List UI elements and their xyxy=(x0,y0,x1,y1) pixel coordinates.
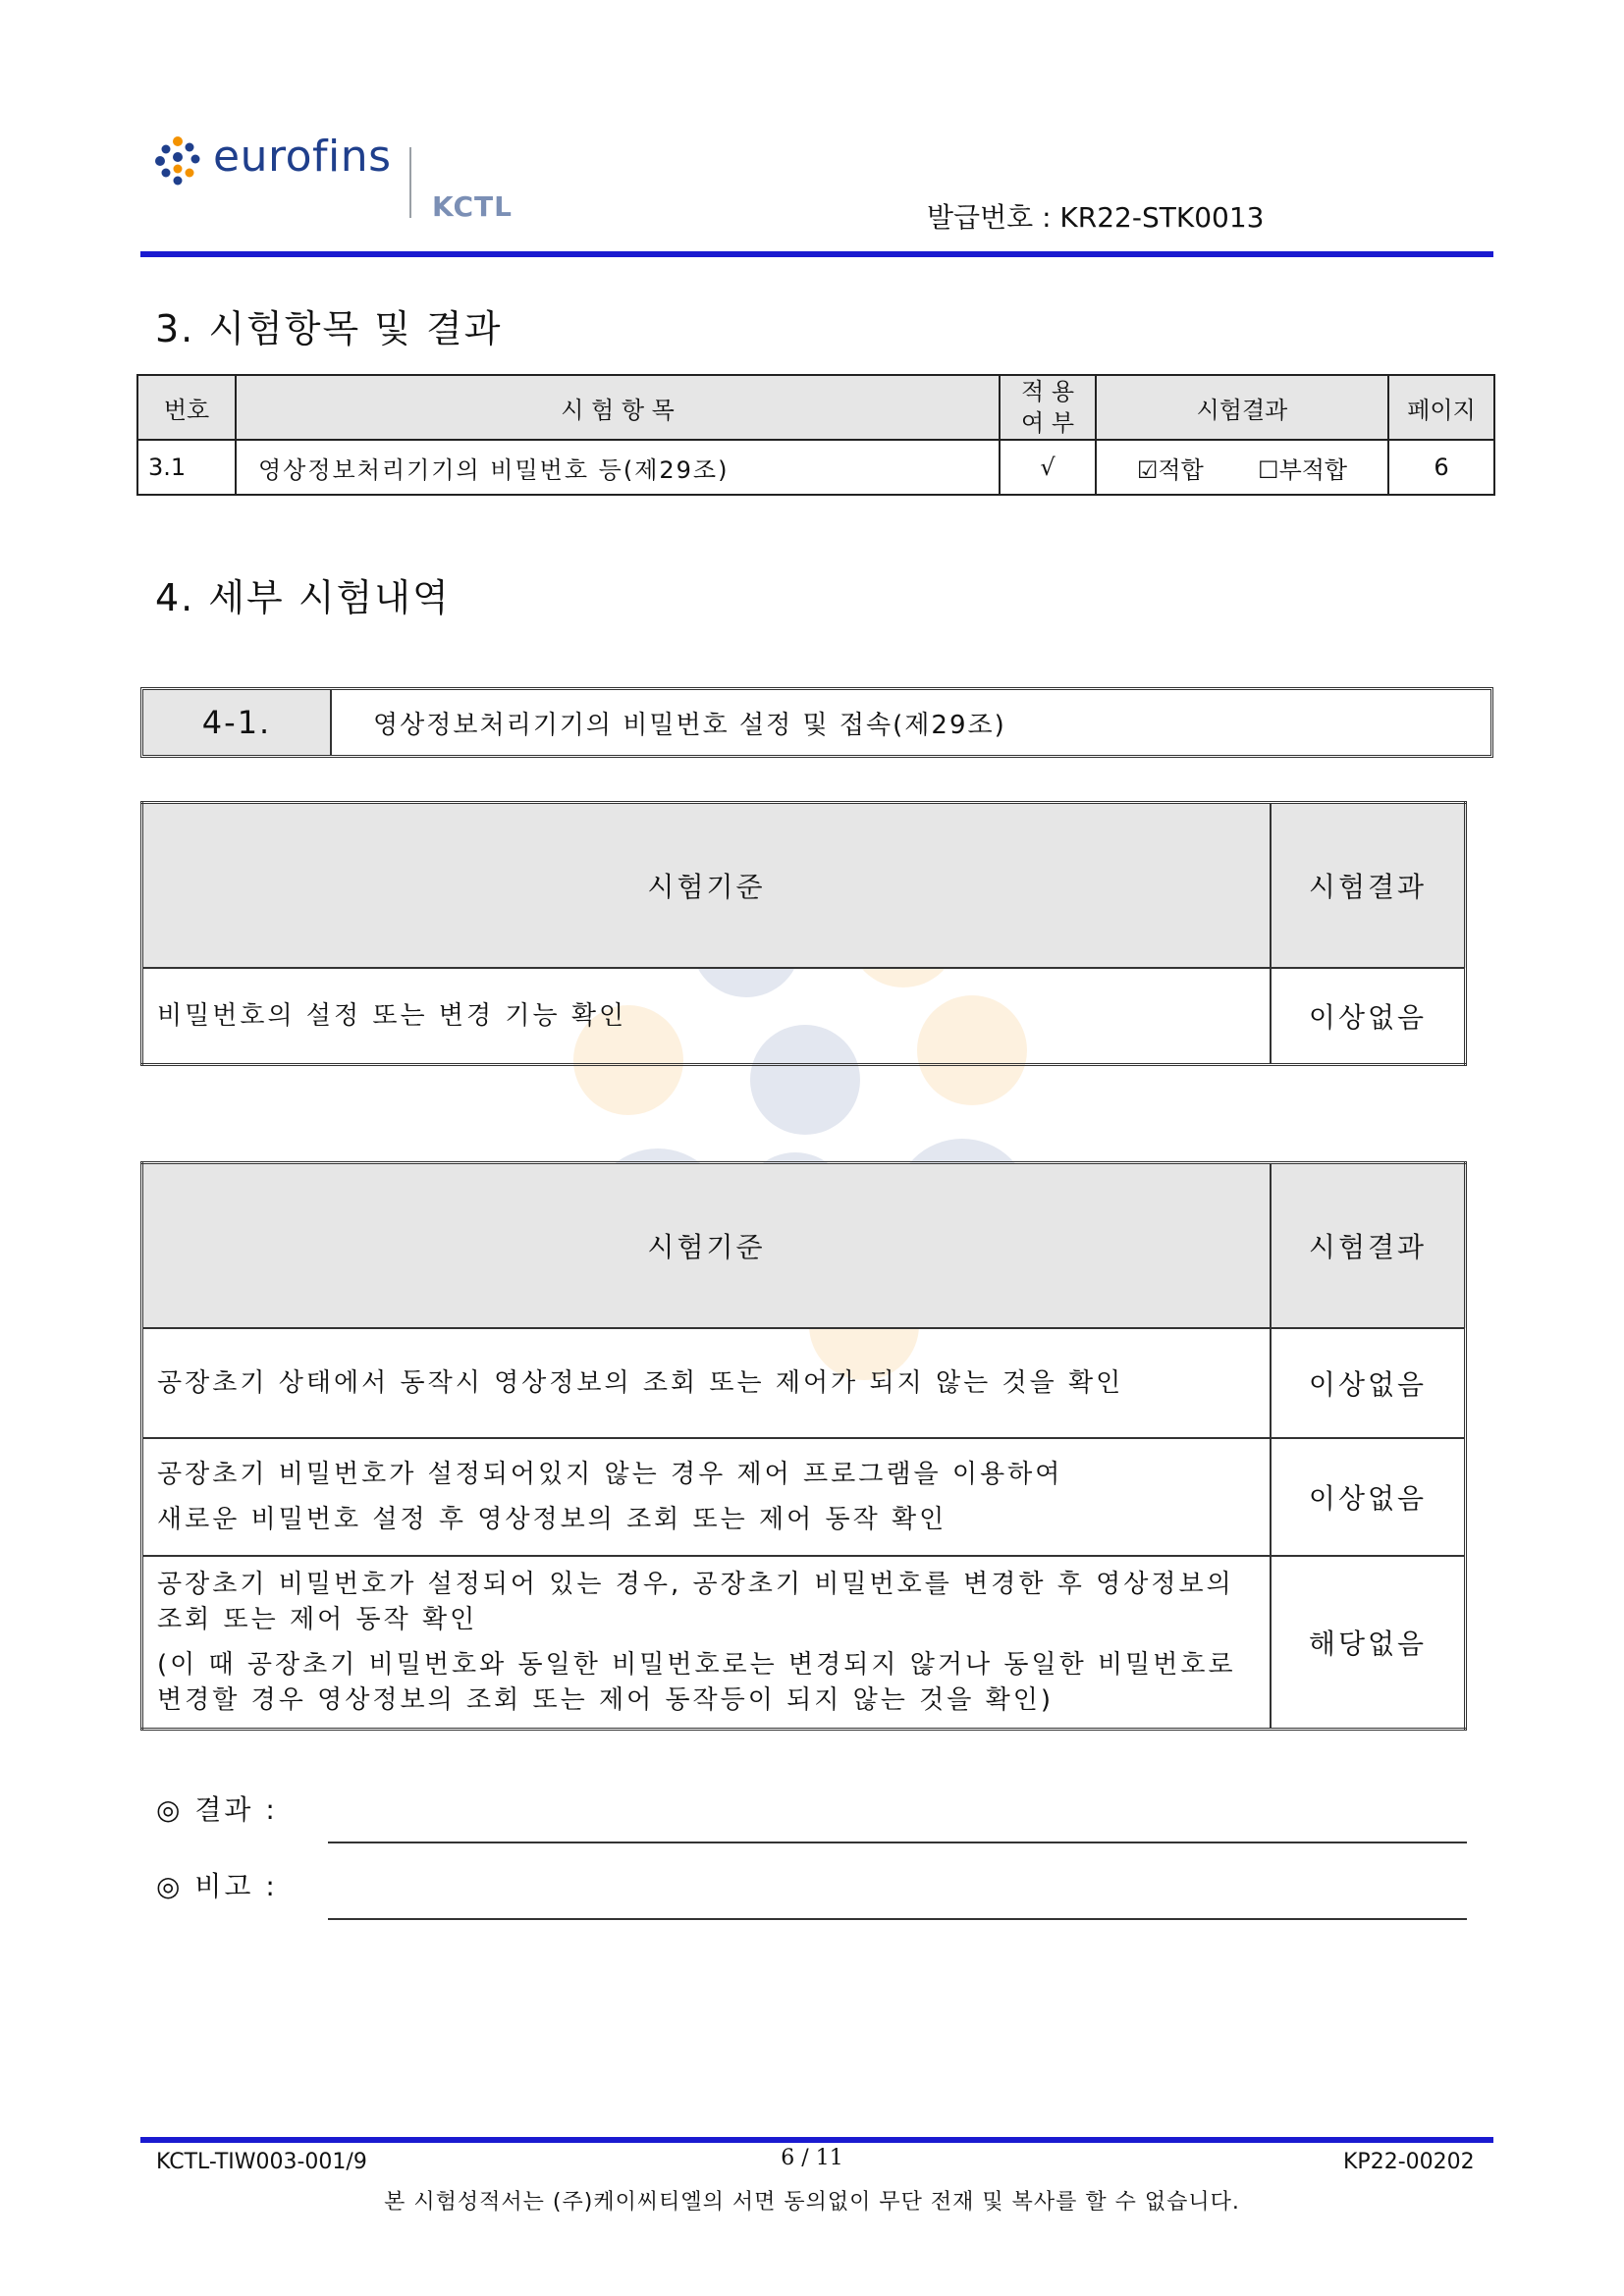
criteria-header: 시험기준 xyxy=(142,1163,1272,1329)
remarks-label: ◎ 비고 : xyxy=(156,1870,278,1902)
result-cell: 이상없음 xyxy=(1271,1328,1466,1438)
footer-rule xyxy=(140,2137,1493,2143)
criteria-line: 변경할 경우 영상정보의 조회 또는 제어 동작등이 되지 않는 것을 확인) xyxy=(157,1684,1055,1715)
summary-table xyxy=(136,374,1495,496)
subsection-title: 영상정보처리기기의 비밀번호 설정 및 접속(제29조) xyxy=(373,710,1006,740)
remarks-underline xyxy=(328,1918,1467,1920)
table-row xyxy=(142,1328,1466,1438)
table-row xyxy=(142,1438,1466,1556)
summary-header-row xyxy=(137,375,1494,440)
section-4-title: 4. 세부 시험내역 xyxy=(155,576,451,619)
row-item: 영상정보처리기기의 비밀번호 등(제29조) xyxy=(236,440,1000,495)
issue-number: 발급번호 : KR22-STK0013 xyxy=(927,201,1265,234)
criteria-header-row xyxy=(142,803,1466,969)
result-cell: 이상없음 xyxy=(1271,968,1466,1064)
criteria-table-1 xyxy=(140,801,1467,1066)
col-applicable-line2: 여 부 xyxy=(1021,409,1074,437)
table-row xyxy=(142,1556,1466,1729)
page-number: 6 / 11 xyxy=(781,2146,843,2170)
criteria-cell xyxy=(142,1328,1272,1438)
section-3-title: 3. 시험항목 및 결과 xyxy=(155,307,503,350)
criteria-cell xyxy=(142,968,1272,1064)
row-applicable: √ xyxy=(1000,440,1096,495)
col-result: 시험결과 xyxy=(1096,375,1388,440)
copyright-note: 본 시험성적서는 (주)케이씨티엘의 서면 동의없이 무단 전재 및 복사를 할 수 없습니다. xyxy=(384,2190,1240,2215)
criteria-line: 새로운 비밀번호 설정 후 영상정보의 조회 또는 제어 동작 확인 xyxy=(157,1505,947,1534)
criteria-line: 공장초기 비밀번호가 설정되어있지 않는 경우 제어 프로그램을 이용하여 xyxy=(157,1460,1063,1489)
criteria-cell xyxy=(142,1438,1272,1556)
table-row xyxy=(142,968,1466,1064)
result-cell: 해당없음 xyxy=(1271,1556,1466,1729)
result-header: 시험결과 xyxy=(1271,803,1466,969)
header-rule xyxy=(140,251,1493,257)
criteria-header-row xyxy=(142,1163,1466,1329)
criteria-line: 공장초기 상태에서 동작시 영상정보의 조회 또는 제어가 되지 않는 것을 확인 xyxy=(157,1368,1124,1398)
criteria-line: 조회 또는 제어 동작 확인 xyxy=(157,1604,478,1634)
criteria-line: 공장초기 비밀번호가 설정되어 있는 경우, 공장초기 비밀번호를 변경한 후 영상정보의 xyxy=(157,1569,1234,1599)
criteria-line: 비밀번호의 설정 또는 변경 기능 확인 xyxy=(157,1000,627,1031)
report-ref: KP22-00202 xyxy=(1343,2150,1475,2174)
fail-label: 부적합 xyxy=(1278,455,1348,484)
criteria-line: (이 때 공장초기 비밀번호와 동일한 비밀번호로는 변경되지 않거나 동일한 비밀번호로 xyxy=(157,1649,1236,1680)
col-no: 번호 xyxy=(137,375,236,440)
logo-divider xyxy=(409,147,411,218)
result-label: ◎ 결과 : xyxy=(156,1793,278,1826)
org-name: KCTL xyxy=(432,190,513,223)
pass-checkbox-icon: ☑ xyxy=(1136,455,1159,484)
row-page: 6 xyxy=(1388,440,1494,495)
criteria-header: 시험기준 xyxy=(142,803,1272,969)
eurofins-logo xyxy=(152,132,407,185)
subsection-number: 4-1. xyxy=(143,690,332,755)
table-row xyxy=(137,440,1494,495)
eurofins-dots-icon xyxy=(152,135,203,187)
subsection-box xyxy=(140,687,1493,758)
fail-checkbox-icon: ☐ xyxy=(1258,455,1279,484)
result-cell: 이상없음 xyxy=(1271,1438,1466,1556)
logo-text: eurofins xyxy=(213,132,392,182)
col-applicable xyxy=(1000,375,1096,440)
pass-label: 적합 xyxy=(1158,455,1204,484)
result-header: 시험결과 xyxy=(1271,1163,1466,1329)
row-no: 3.1 xyxy=(137,440,236,495)
doc-code: KCTL-TIW003-001/9 xyxy=(156,2150,367,2174)
col-item: 시 험 항 목 xyxy=(236,375,1000,440)
row-result xyxy=(1096,440,1388,495)
col-page: 페이지 xyxy=(1388,375,1494,440)
result-underline xyxy=(328,1842,1467,1843)
col-applicable-line1: 적 용 xyxy=(1021,378,1074,405)
criteria-cell xyxy=(142,1556,1272,1729)
criteria-table-2 xyxy=(140,1161,1467,1731)
